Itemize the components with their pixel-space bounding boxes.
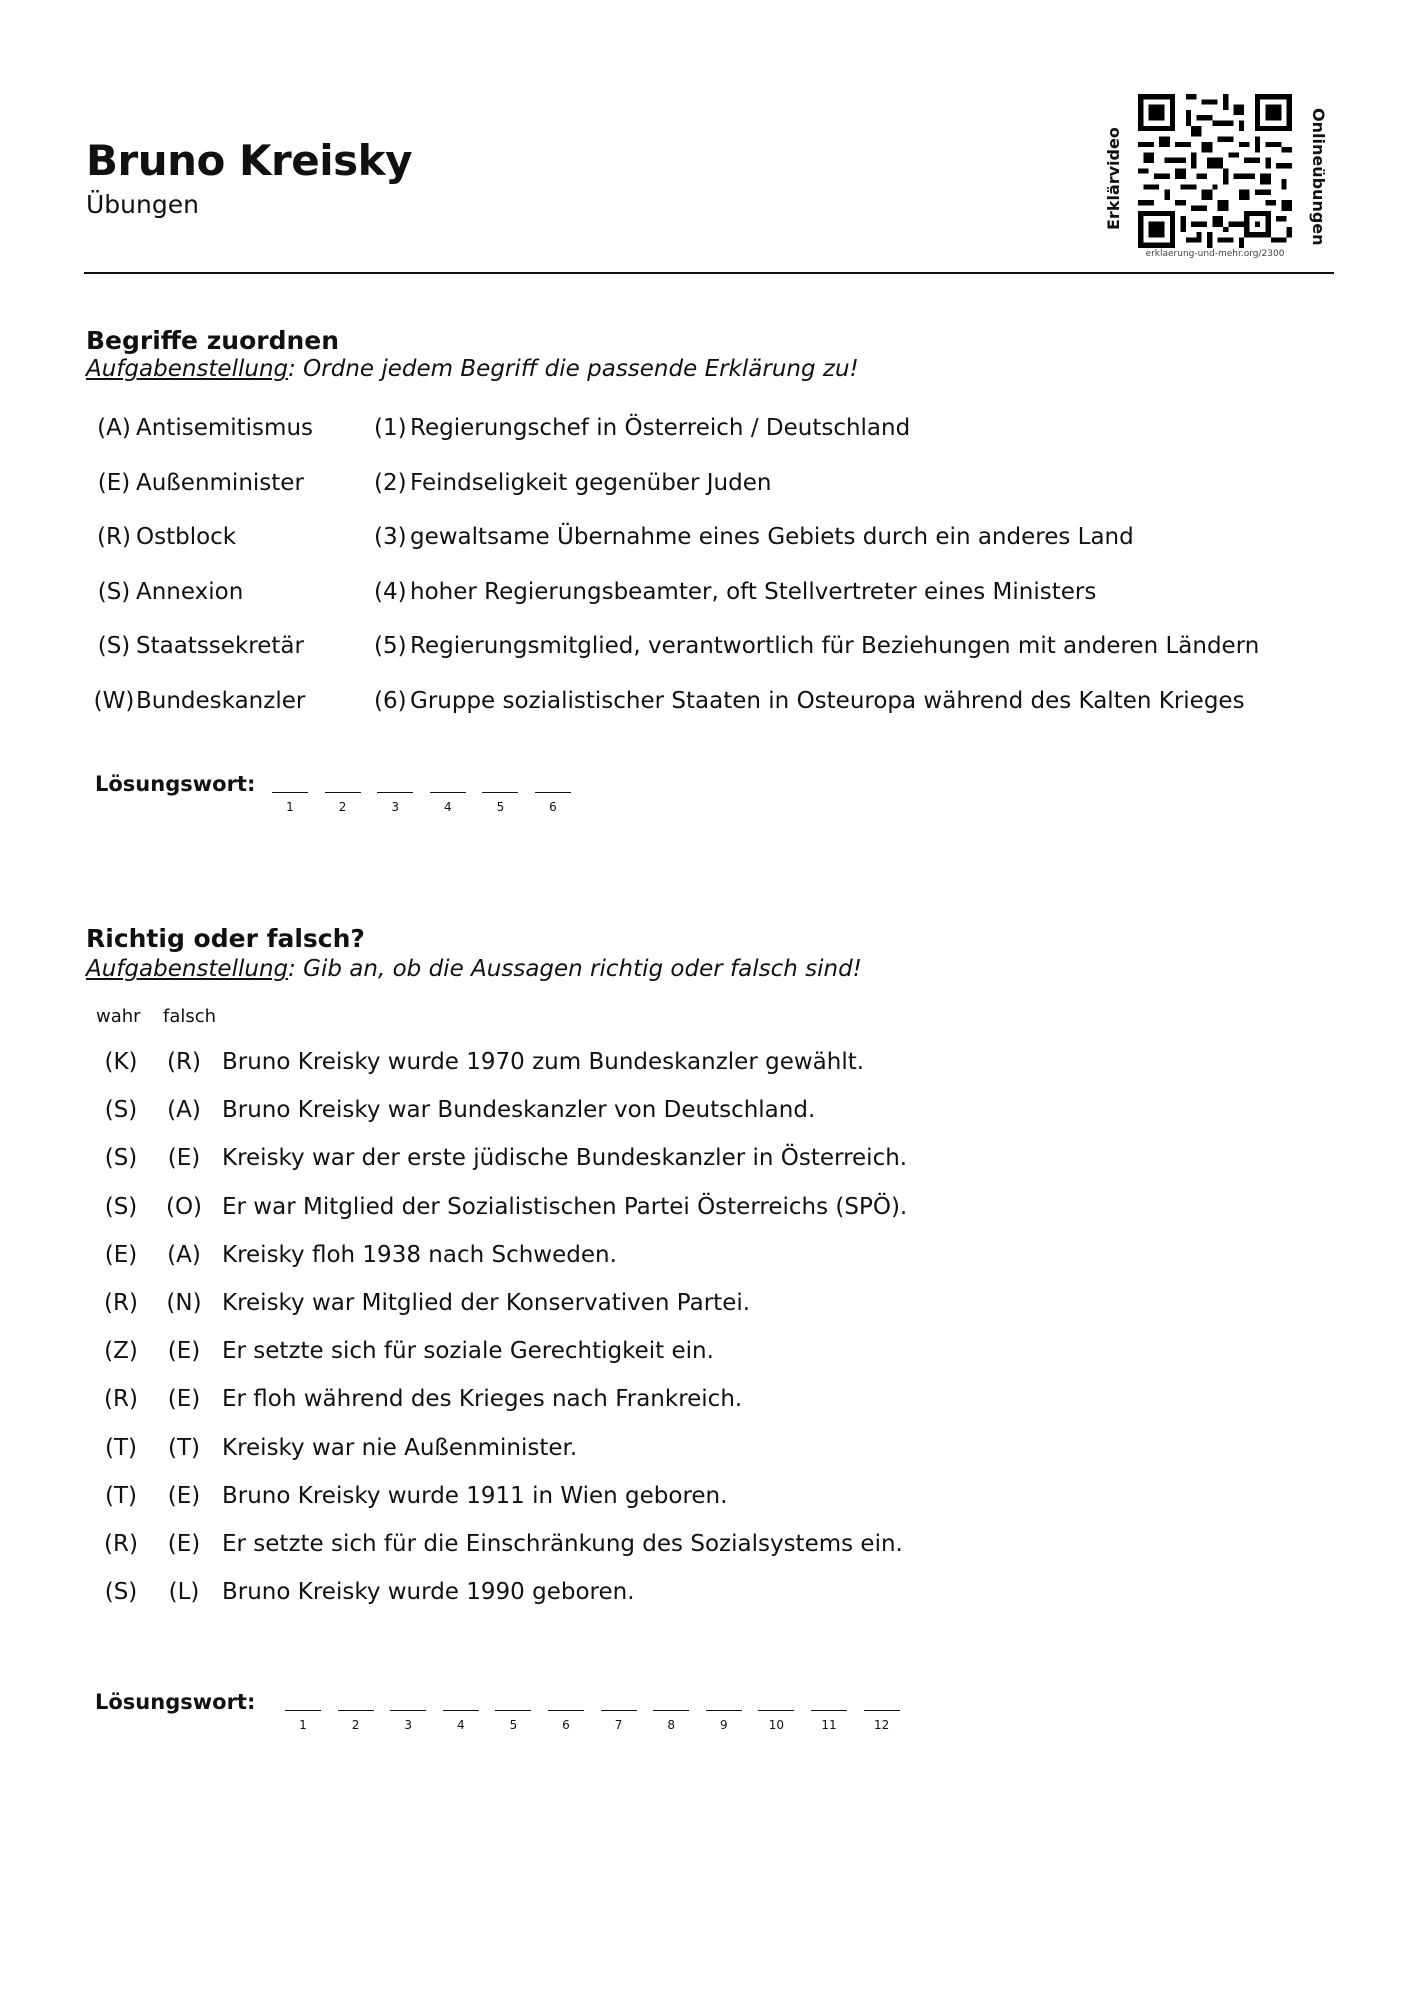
term-row — [92, 463, 771, 503]
section-title-richtig: Richtig oder falsch? — [86, 924, 365, 953]
solution-blank[interactable] — [706, 1710, 744, 1740]
solution-blank[interactable] — [601, 1710, 639, 1740]
blank-number: 6 — [562, 1718, 570, 1732]
term-row — [92, 408, 910, 448]
blank-number: 5 — [509, 1718, 518, 1732]
statement-text: Kreisky floh 1938 nach Schweden. — [222, 1241, 617, 1268]
blank-number: 4 — [456, 1718, 465, 1732]
falsch-letter[interactable]: (E) — [167, 1338, 201, 1365]
blank-line — [443, 1710, 479, 1711]
blank-number: 10 — [768, 1718, 785, 1732]
definition-text: Regierungsmitglied, verantwortlich für Beziehungen mit anderen Ländern — [410, 633, 1260, 659]
solution-blank[interactable] — [377, 792, 415, 822]
falsch-letter[interactable]: (A) — [167, 1241, 201, 1268]
blank-number: 4 — [443, 800, 452, 814]
term-letter: (S) — [97, 578, 131, 605]
statement-text: Bruno Kreisky wurde 1990 geboren. — [222, 1579, 635, 1606]
statement-row — [96, 1090, 815, 1130]
wahr-letter[interactable]: (S) — [104, 1145, 138, 1172]
falsch-letter[interactable]: (T) — [168, 1434, 200, 1461]
blank-line — [325, 792, 361, 793]
statement-row — [96, 1476, 727, 1516]
term-letter: (E) — [97, 469, 131, 496]
term-name: Staatssekretär — [136, 633, 304, 659]
statement-text: Bruno Kreisky wurde 1970 zum Bundeskanzler gewählt. — [222, 1049, 865, 1075]
statement-text: Bruno Kreisky wurde 1911 in Wien geboren. — [222, 1482, 728, 1509]
definition-number: (2) — [374, 469, 407, 496]
wahr-letter[interactable]: (R) — [104, 1531, 138, 1557]
blank-line — [272, 792, 308, 793]
definition-number: (1) — [374, 415, 407, 441]
blank-line — [482, 792, 518, 793]
definition-number: (5) — [374, 633, 407, 659]
definition-number: (4) — [374, 578, 407, 605]
qr-code-icon[interactable] — [1138, 94, 1292, 248]
definition-text: gewaltsame Übernahme eines Gebiets durch ein anderes Land — [410, 524, 1134, 550]
qr-left-label: Erklärvideo — [1104, 127, 1123, 230]
falsch-letter[interactable]: (N) — [166, 1290, 202, 1316]
blank-line — [864, 1710, 900, 1711]
term-name: Ostblock — [136, 524, 237, 550]
blank-number: 6 — [549, 800, 557, 814]
blank-line — [601, 1710, 637, 1711]
solution-blank[interactable] — [864, 1710, 902, 1740]
blank-line — [495, 1710, 531, 1711]
term-row — [92, 517, 1134, 557]
blank-line — [548, 1710, 584, 1711]
statement-text: Kreisky war der erste jüdische Bundeskanzler in Österreich. — [222, 1145, 908, 1172]
falsch-letter[interactable]: (E) — [167, 1482, 201, 1509]
solution-blank[interactable] — [811, 1710, 849, 1740]
statement-text: Kreisky war Mitglied der Konservativen Partei. — [222, 1290, 751, 1316]
blank-number: 1 — [286, 800, 294, 814]
term-name: Außenminister — [136, 469, 304, 496]
blank-line — [535, 792, 571, 793]
wahr-letter[interactable]: (R) — [104, 1386, 138, 1413]
column-header-falsch: falsch — [163, 1006, 217, 1027]
definition-text: Regierungschef in Österreich / Deutschland — [410, 415, 911, 441]
term-letter: (A) — [97, 415, 131, 441]
falsch-letter[interactable]: (O) — [165, 1193, 203, 1220]
term-letter: (R) — [97, 524, 131, 550]
wahr-letter[interactable]: (S) — [104, 1579, 138, 1606]
solution-blank[interactable] — [272, 792, 310, 822]
statement-row — [96, 1572, 635, 1612]
solution-blank[interactable] — [430, 792, 468, 822]
falsch-letter[interactable]: (R) — [167, 1049, 201, 1075]
statement-row — [96, 1042, 864, 1082]
blank-number: 9 — [719, 1718, 728, 1732]
solution-blank[interactable] — [495, 1710, 533, 1740]
blank-number: 1 — [299, 1718, 307, 1732]
qr-right-label: Onlineübungen — [1309, 108, 1328, 246]
term-row — [92, 572, 1096, 612]
wahr-letter[interactable]: (K) — [104, 1049, 138, 1075]
solution-blank[interactable] — [325, 792, 363, 822]
blank-number: 3 — [391, 800, 399, 814]
blank-line — [377, 792, 413, 793]
definition-text: Feindseligkeit gegenüber Juden — [410, 469, 772, 496]
blank-line — [285, 1710, 321, 1711]
instruction-begriffe — [86, 356, 859, 382]
blank-number: 7 — [614, 1718, 623, 1732]
term-name: Antisemitismus — [136, 415, 314, 441]
solution-blank[interactable] — [482, 792, 520, 822]
falsch-letter[interactable]: (E) — [167, 1386, 201, 1413]
wahr-letter[interactable]: (E) — [104, 1241, 138, 1268]
blank-line — [390, 1710, 426, 1711]
term-name: Annexion — [136, 578, 244, 605]
definition-number: (3) — [374, 524, 407, 550]
wahr-letter[interactable]: (Z) — [104, 1338, 138, 1365]
solution-blank[interactable] — [390, 1710, 428, 1740]
section-title-begriffe: Begriffe zuordnen — [86, 326, 340, 355]
definition-text: Gruppe sozialistischer Staaten in Osteuropa während des Kalten Krieges — [410, 687, 1245, 714]
definition-number: (6) — [374, 687, 407, 714]
statement-row — [96, 1283, 750, 1323]
blank-number: 5 — [496, 800, 505, 814]
solution-blank[interactable] — [285, 1710, 323, 1740]
term-letter: (W) — [93, 687, 135, 714]
statement-row — [96, 1235, 617, 1275]
blank-line — [430, 792, 466, 793]
definition-text: hoher Regierungsbeamter, oft Stellvertreter eines Ministers — [410, 578, 1097, 605]
term-name: Bundeskanzler — [136, 687, 306, 714]
page-title: Bruno Kreisky — [86, 136, 412, 185]
blank-line — [706, 1710, 742, 1711]
blank-line — [338, 1710, 374, 1711]
statement-text: Er setzte sich für die Einschränkung des Sozialsystems ein. — [222, 1531, 903, 1557]
statement-row — [96, 1187, 907, 1227]
statement-row — [96, 1331, 714, 1371]
falsch-letter[interactable]: (L) — [168, 1579, 200, 1606]
wahr-letter[interactable]: (S) — [104, 1097, 138, 1124]
statement-row — [96, 1138, 907, 1178]
statement-text: Kreisky war nie Außenminister. — [222, 1434, 578, 1461]
statement-text: Er setzte sich für soziale Gerechtigkeit ein. — [222, 1338, 714, 1365]
term-row — [92, 681, 1245, 721]
solution-blank[interactable] — [338, 1710, 376, 1740]
blank-number: 8 — [667, 1718, 675, 1732]
wahr-letter[interactable]: (S) — [104, 1193, 138, 1220]
statement-row — [96, 1379, 742, 1419]
instruction-text: : Gib an, ob die Aussagen richtig oder falsch sind! — [288, 956, 862, 982]
qr-url: erklaerung-und-mehr.org/2300 — [1145, 249, 1285, 259]
solution-blank[interactable] — [653, 1710, 691, 1740]
statement-text: Bruno Kreisky war Bundeskanzler von Deutschland. — [222, 1097, 816, 1124]
falsch-letter[interactable]: (E) — [167, 1145, 201, 1172]
blank-line — [811, 1710, 847, 1711]
instruction-richtig — [86, 956, 862, 982]
term-letter: (S) — [97, 633, 131, 659]
solution-blank[interactable] — [443, 1710, 481, 1740]
solution-blank[interactable] — [758, 1710, 796, 1740]
column-header-wahr: wahr — [96, 1006, 141, 1027]
solution-blank[interactable] — [535, 792, 573, 822]
wahr-letter[interactable]: (T) — [105, 1482, 137, 1509]
header-divider — [84, 272, 1334, 274]
blank-number: 11 — [821, 1718, 837, 1732]
statement-row — [96, 1524, 903, 1564]
blank-line — [758, 1710, 794, 1711]
term-row — [92, 626, 1259, 666]
statement-text: Er floh während des Krieges nach Frankreich. — [222, 1386, 743, 1413]
blank-number: 2 — [351, 1718, 360, 1732]
wahr-letter[interactable]: (R) — [104, 1290, 138, 1316]
instruction-label: Aufgabenstellung — [86, 356, 289, 382]
solution-label-1: Lösungswort: — [95, 772, 256, 796]
blank-number: 2 — [338, 800, 347, 814]
falsch-letter[interactable]: (A) — [167, 1097, 201, 1124]
statement-text: Er war Mitglied der Sozialistischen Partei Österreichs (SPÖ). — [222, 1193, 908, 1220]
statement-row — [96, 1428, 577, 1468]
page-subtitle: Übungen — [86, 190, 199, 219]
wahr-letter[interactable]: (T) — [105, 1434, 137, 1461]
instruction-text: : Ordne jedem Begriff die passende Erklärung zu! — [288, 356, 859, 382]
blank-line — [653, 1710, 689, 1711]
solution-label-2: Lösungswort: — [95, 1690, 256, 1714]
solution-blank[interactable] — [548, 1710, 586, 1740]
falsch-letter[interactable]: (E) — [167, 1531, 201, 1557]
blank-number: 3 — [404, 1718, 412, 1732]
instruction-label: Aufgabenstellung — [86, 956, 289, 982]
blank-number: 12 — [873, 1718, 890, 1732]
